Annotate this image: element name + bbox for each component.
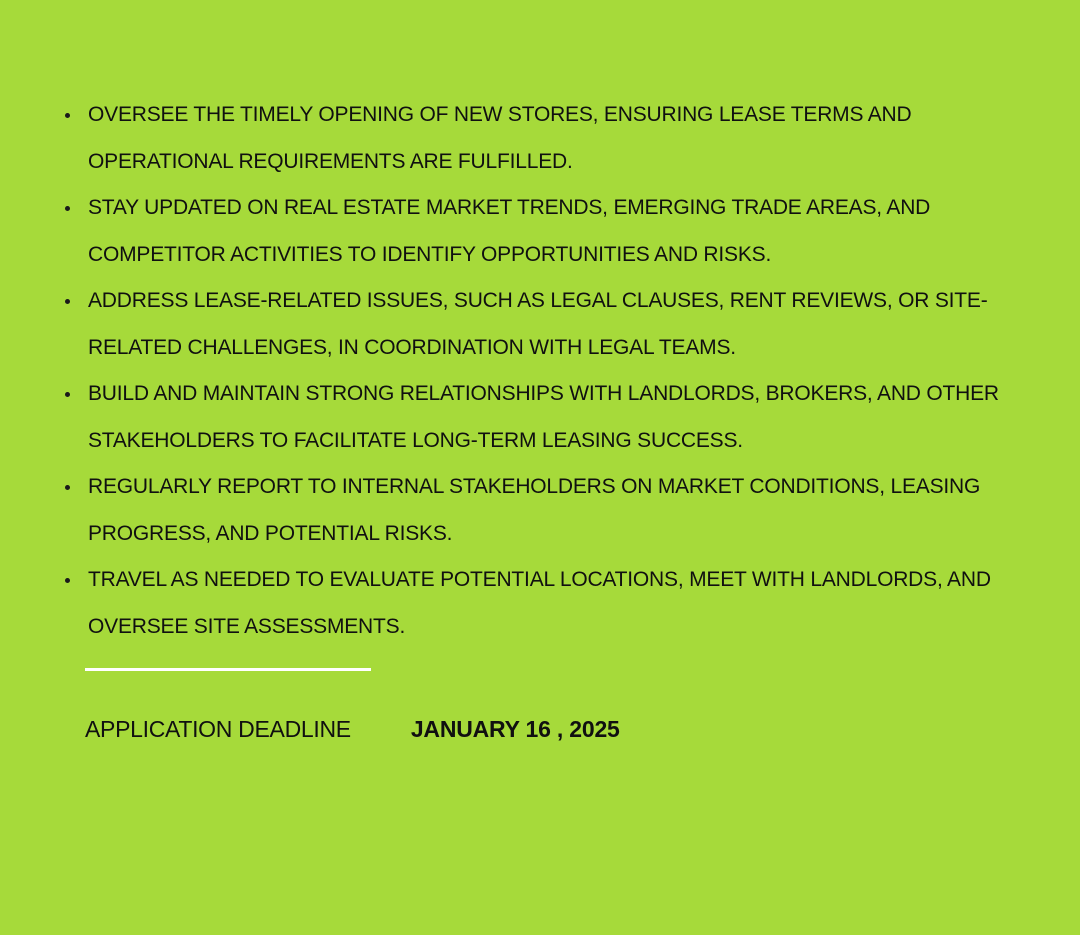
list-item [0,278,1080,371]
application-deadline [85,716,620,743]
bullet-icon [65,578,70,583]
duty-text: BUILD AND MAINTAIN STRONG RELATIONSHIPS WITH LANDLORDS, BROKERS, AND OTHER STAKEHOLDERS TO FACILITATE LONG-TERM LEASING SUCCESS. [88,382,999,452]
bullet-icon [65,299,70,304]
list-item [0,371,1080,464]
duty-text: TRAVEL AS NEEDED TO EVALUATE POTENTIAL LOCATIONS, MEET WITH LANDLORDS, AND OVERSEE SITE ASSESSMENTS. [88,568,991,638]
list-item [0,464,1080,557]
section-divider [85,668,371,671]
list-item [0,557,1080,650]
duties-list [0,92,1080,650]
bullet-icon [65,392,70,397]
duty-text: STAY UPDATED ON REAL ESTATE MARKET TRENDS, EMERGING TRADE AREAS, AND COMPETITOR ACTIVITIES TO IDENTIFY OPPORTUNITIES AND RISKS. [88,196,931,266]
bullet-icon [65,206,70,211]
duty-text: OVERSEE THE TIMELY OPENING OF NEW STORES, ENSURING LEASE TERMS AND OPERATIONAL REQUIREMENTS ARE FULFILLED. [88,103,912,173]
duty-text: ADDRESS LEASE-RELATED ISSUES, SUCH AS LEGAL CLAUSES, RENT REVIEWS, OR SITE-RELATED CHALLENGES, IN COORDINATION WITH LEGAL TEAMS. [88,289,988,359]
bullet-icon [65,485,70,490]
bullet-icon [65,113,70,118]
list-item [0,185,1080,278]
list-item [0,92,1080,185]
deadline-label: APPLICATION DEADLINE [85,716,351,742]
deadline-date: JANUARY 16 , 2025 [410,716,620,742]
duty-text: REGULARLY REPORT TO INTERNAL STAKEHOLDERS ON MARKET CONDITIONS, LEASING PROGRESS, AND POTENTIAL RISKS. [88,475,981,545]
